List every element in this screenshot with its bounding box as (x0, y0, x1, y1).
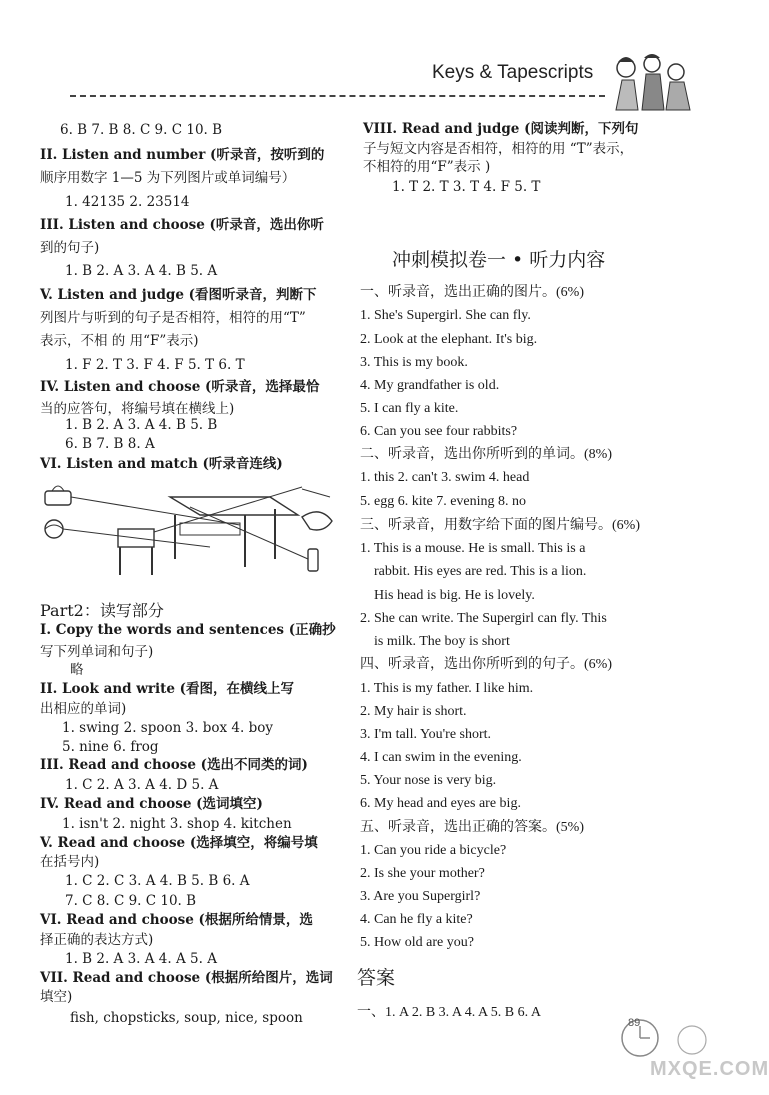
answer-line: 略 (70, 662, 84, 678)
tapescript-line: 2. My hair is short. (360, 704, 467, 719)
answer-line: 5. nine 6. frog (62, 739, 159, 755)
matching-illustration (40, 477, 340, 579)
answer-line: III. Listen and choose (听录音，选出你听 (40, 217, 324, 233)
tapescript-line: 5. egg 6. kite 7. evening 8. no (360, 494, 527, 509)
answer-line: 1. C 2. A 3. A 4. D 5. A (65, 777, 219, 793)
tapescript-line: 5. Your nose is very big. (360, 773, 497, 788)
tapescript-line: 1. Can you ride a bicycle? (360, 843, 507, 858)
answer-line: VIII. Read and judge (阅读判断，下列句 (363, 121, 639, 137)
answer-line: 1. F 2. T 3. F 4. F 5. T 6. T (65, 357, 245, 373)
page-number: 89 (628, 1017, 641, 1029)
header-divider (70, 95, 605, 97)
tapescript-line: 二、听录音，选出你所听到的单词。(8%) (360, 447, 612, 462)
answer-line: 1. B 2. A 3. A 4. A 5. A (65, 951, 217, 967)
answer-line: 1. C 2. C 3. A 4. B 5. B 6. A (65, 873, 250, 889)
tapescript-line: 1. This is my father. I like him. (360, 681, 534, 696)
answer-line: 择正确的表达方式) (40, 932, 154, 948)
watermark: MXQE.COM (650, 1058, 769, 1080)
answer-line: V. Listen and judge (看图听录音，判断下 (40, 287, 317, 303)
answers-line: 一、1. A 2. B 3. A 4. A 5. B 6. A (357, 1005, 541, 1020)
answer-line: fish, chopsticks, soup, nice, spoon (70, 1010, 303, 1026)
tapescript-line: 6. Can you see four rabbits? (360, 424, 518, 439)
answer-line: IV. Read and choose (选词填空) (40, 796, 263, 812)
tapescript-line: 五、听录音，选出正确的答案。(5%) (360, 820, 584, 835)
tapescript-line: His head is big. He is lovely. (374, 588, 535, 603)
answer-line: 7. C 8. C 9. C 10. B (65, 893, 197, 909)
tapescript-line: 三、听录音，用数字给下面的图片编号。(6%) (360, 518, 640, 533)
answer-line: II. Look and write (看图，在横线上写 (40, 681, 295, 697)
answer-line: 不相符的用“F”表示 ) (363, 159, 491, 175)
tapescript-line: 2. Is she your mother? (360, 866, 485, 881)
tapescript-line: 3. Are you Supergirl? (360, 889, 481, 904)
children-illustration (604, 50, 696, 112)
answer-line: 顺序用数字 1—5 为下列图片或单词编号） (40, 170, 296, 186)
tapescript-line: 2. Look at the elephant. It's big. (360, 332, 538, 347)
answer-line: VI. Listen and match (听录音连线) (40, 456, 283, 472)
tapescript-line: 4. My grandfather is old. (360, 378, 500, 393)
answer-line: 6. B 7. B 8. A (65, 436, 155, 452)
answer-line: 写下列单词和句子) (40, 644, 154, 660)
answer-line: 到的句子) (40, 240, 100, 256)
tapescript-line: 4. I can swim in the evening. (360, 750, 522, 765)
answer-line: 在括号内) (40, 854, 100, 870)
answer-line: 表示，不相 的 用“F”表示) (40, 333, 199, 349)
answer-line: 1. 42135 2. 23514 (65, 194, 190, 210)
tapescript-line: 2. She can write. The Supergirl can fly. This (360, 611, 607, 626)
answer-line: I. Copy the words and sentences (正确抄 (40, 622, 336, 638)
tapescript-line: 1. She's Supergirl. She can fly. (360, 308, 531, 323)
answer-line: VII. Read and choose (根据所给图片，选词 (40, 970, 333, 986)
tapescript-line: rabbit. His eyes are red. This is a lion. (374, 564, 587, 579)
answer-line: 列图片与听到的句子是否相符，相符的用“T” (40, 310, 306, 326)
answer-line: V. Read and choose (选择填空，将编号填 (40, 835, 318, 851)
answers-title: 答案 (357, 967, 396, 989)
tapescript-line: 4. Can he fly a kite? (360, 912, 473, 927)
answer-line: VI. Read and choose (根据所给情景，选 (40, 912, 313, 928)
answer-line: 1. B 2. A 3. A 4. B 5. B (65, 417, 218, 433)
answer-line: II. Listen and number (听录音，按听到的 (40, 147, 325, 163)
section-title: 冲刺模拟卷一 • 听力内容 (392, 249, 606, 271)
tapescript-line: 四、听录音，选出你所听到的句子。(6%) (360, 657, 612, 672)
answer-line: 1. swing 2. spoon 3. box 4. boy (62, 720, 273, 736)
tapescript-line: 一、听录音，选出正确的图片。(6%) (360, 285, 584, 300)
tapescript-line: 5. I can fly a kite. (360, 401, 459, 416)
tapescript-line: 1. this 2. can't 3. swim 4. head (360, 470, 530, 485)
answer-line: 当的应答句，将编号填在横线上) (40, 401, 235, 417)
tapescript-line: 5. How old are you? (360, 935, 474, 950)
answer-line: 6. B 7. B 8. C 9. C 10. B (60, 122, 223, 138)
tapescript-line: 3. This is my book. (360, 355, 468, 370)
answer-line: 1. isn't 2. night 3. shop 4. kitchen (62, 816, 292, 832)
part2-title: Part2：读写部分 (40, 601, 164, 620)
answer-line: 出相应的单词) (40, 701, 127, 717)
answer-line: 1. B 2. A 3. A 4. B 5. A (65, 263, 218, 279)
answer-line: 子与短文内容是否相符，相符的用 “T”表示， (363, 141, 634, 157)
tapescript-line: 3. I'm tall. You're short. (360, 727, 492, 742)
answer-line: 填空) (40, 989, 73, 1005)
tapescript-line: 6. My head and eyes are big. (360, 796, 521, 811)
tapescript-line: is milk. The boy is short (374, 634, 510, 649)
answer-line: IV. Listen and choose (听录音，选择最恰 (40, 379, 320, 395)
answer-line: III. Read and choose (选出不同类的词) (40, 757, 308, 773)
tapescript-line: 1. This is a mouse. He is small. This is a (360, 541, 586, 556)
header-title: Keys & Tapescripts (432, 62, 594, 83)
answer-line: 1. T 2. T 3. T 4. F 5. T (392, 179, 541, 195)
